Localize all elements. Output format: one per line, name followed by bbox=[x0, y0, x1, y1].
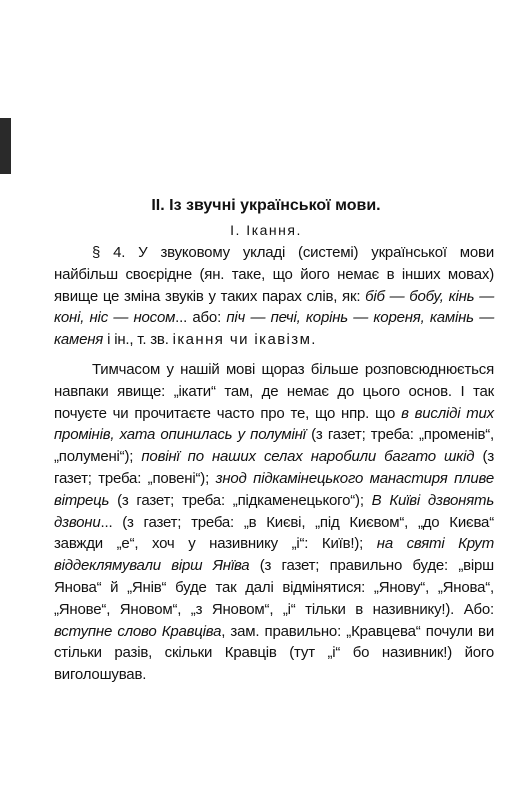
page-edge-mark bbox=[0, 118, 11, 174]
paragraph-2 bbox=[54, 359, 494, 686]
section-title: II. Із звучні української мови. bbox=[151, 197, 381, 214]
paragraph-1-text-2: ... або: bbox=[175, 309, 227, 327]
paragraph-2-example-5: на святі Крут віддеклямували вірш Янїва bbox=[54, 535, 495, 575]
paragraph-1 bbox=[54, 242, 494, 351]
paragraph-2-text-1: Тимчасом у нашій мові щораз більше розповсюднюється навпаки явище: „ікати“ там, де немає до цього основ. І так почуєте чи прочитаєте часто про те, що нпр. що bbox=[54, 360, 494, 422]
paragraph-2-text-3: (з газет; треба: „повені“); bbox=[54, 448, 494, 487]
paragraph-2-example-6: вступне слово Кравціва bbox=[54, 622, 222, 640]
paragraph-2-text-6: (з газет; правильно буде: „вірш Янова“ й „Янів“ буде так далі відмінятися: „Янову“, „Янова“, „Янове“, Яновом“, „з Яновом“, „і“ тільки в називнику!). Або: bbox=[54, 557, 494, 618]
paragraph-1-text-4: . bbox=[311, 331, 316, 349]
paragraph-2-text-5: ... (з газет; треба: „в Києві, „під Києвом“, „до Києва“ завжди „е“, хоч у називнику „і“: Київ!); bbox=[54, 513, 494, 553]
paragraph-2-example-2: повінї по наших селах наробили багато шкід bbox=[141, 448, 475, 466]
subsection-title: I. Ікання. bbox=[230, 222, 302, 238]
body-text bbox=[54, 242, 494, 686]
paragraph-2-text-7: , зам. правильно: „Кравцева“ почули ви стільки разів, скільки Кравців (тут „і“ бо називник!) його виголошував. bbox=[54, 622, 495, 684]
paragraph-2-example-3: знод підкамінецького манастиря пливе вітрець bbox=[54, 469, 494, 509]
paragraph-1-example-2: піч — печі, корінь — кореня, камінь — каменя bbox=[54, 309, 494, 349]
paragraph-2-example-4: В Київі дзвонять дзвони bbox=[54, 491, 495, 531]
paragraph-2-example-1: в висліді тих промінів, хата опинилась у полумінї bbox=[54, 404, 494, 444]
paragraph-1-term: ікання чи ікавізм bbox=[172, 331, 312, 349]
paragraph-1-text-3: і ін., т. зв. bbox=[103, 331, 173, 349]
paragraph-1-example-1: біб — бобу, кінь — коні, ніс — носом bbox=[54, 287, 495, 327]
paragraph-2-text-2: (з газет; треба: „променів“, „полумені“); bbox=[54, 426, 495, 466]
paragraph-2-text-4: (з газет; треба: „підкаменецького“); bbox=[109, 491, 372, 509]
paragraph-1-text-1: § 4. У звуковому укладі (системі) української мови найбільш своєрідне (ян. таке, що його немає в інших мовах) явище це зміна звуків у таких парах слів, як: bbox=[54, 244, 494, 305]
